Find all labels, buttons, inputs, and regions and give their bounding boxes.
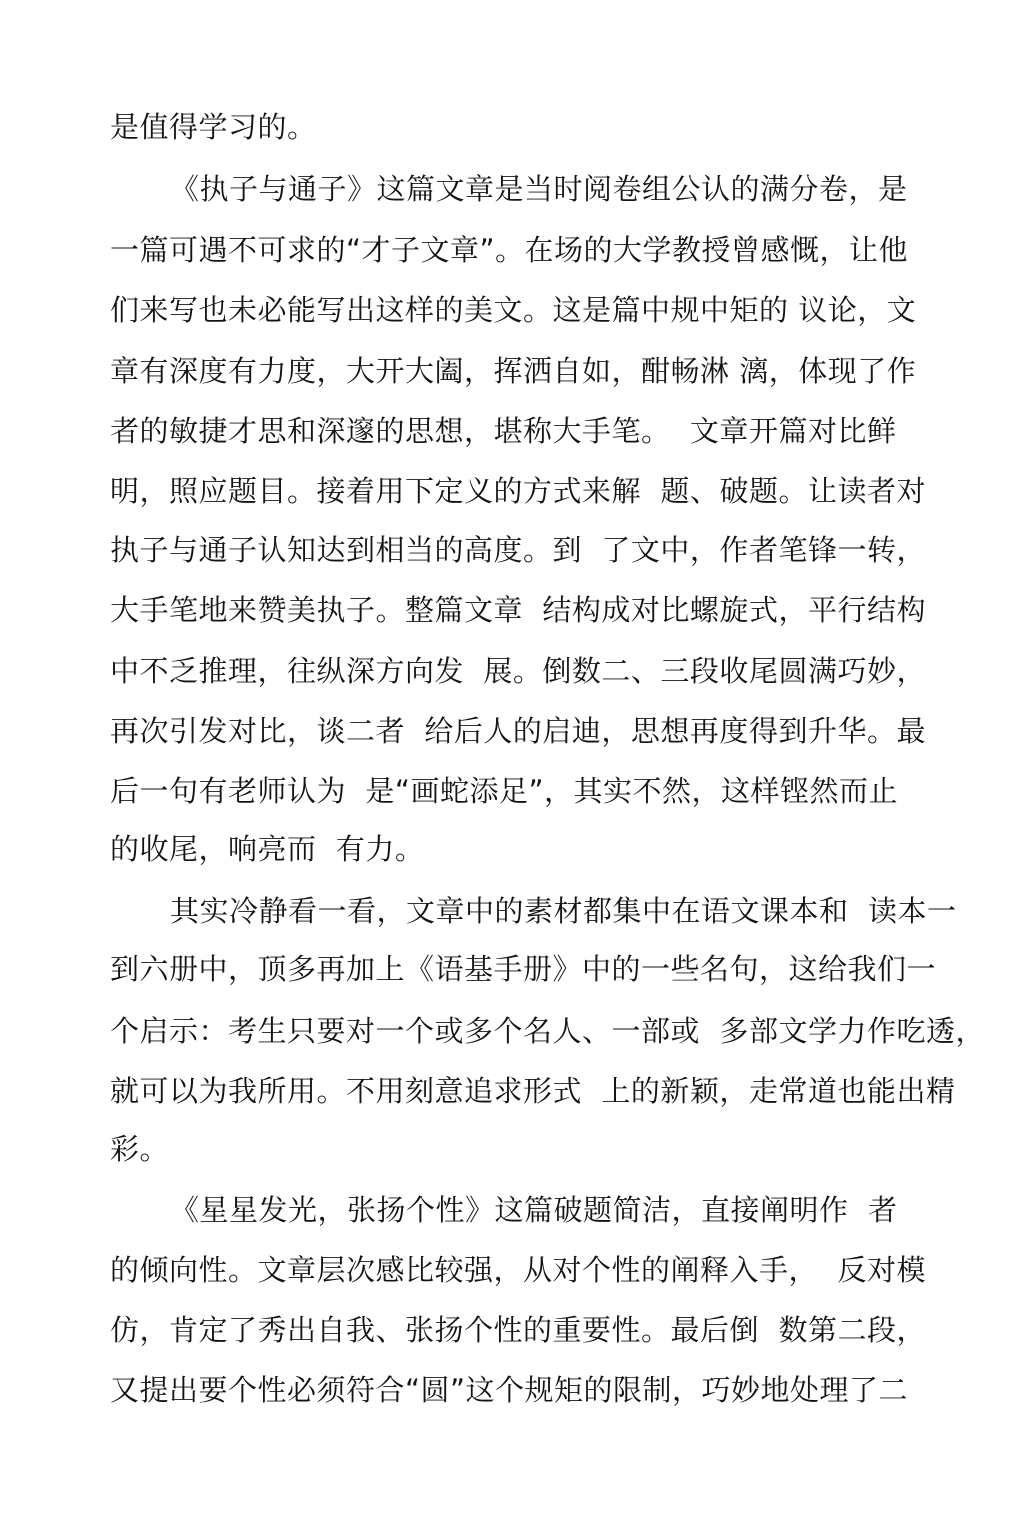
text-line: 大手笔地来赞美执子。整篇文章 结构成对比螺旋式，平行结构 [110,593,926,627]
text-line: 再次引发对比，谈二者 给后人的启迪，思想再度得到升华。最 [110,714,926,748]
text-line: 章有深度有力度，大开大阖，挥洒自如，酣畅淋 漓，体现了作 [110,354,917,388]
paragraph-start-line: 《执子与通子》这篇文章是当时阅卷组公认的满分卷，是 [170,172,908,206]
text-line: 明，照应题目。接着用下定义的方式来解 题、破题。让读者对 [110,474,926,508]
text-line: 是值得学习的。 [110,110,317,144]
text-line: 个启示：考生只要对一个或多个名人、一部或 多部文学力作吃透， [110,1014,985,1048]
text-line: 的收尾，响亮而 有力。 [110,832,425,866]
text-line: 就可以为我所用。不用刻意追求形式 上的新颖，走常道也能出精 [110,1074,956,1108]
text-line: 又提出要个性必须符合“圆”这个规矩的限制，巧妙地处理了二 [110,1373,909,1407]
text-line: 后一句有老师认为 是“画蛇添足”，其实不然，这样铿然而止 [110,774,898,808]
text-line: 中不乏推理，往纵深方向发 展。倒数二、三段收尾圆满巧妙， [110,654,926,688]
text-line: 到六册中，顶多再加上《语基手册》中的一些名句，这给我们一 [110,952,937,986]
text-line: 仿，肯定了秀出自我、张扬个性的重要性。最后倒 数第二段， [110,1313,926,1347]
text-line: 执子与通子认知达到相当的高度。到 了文中，作者笔锋一转， [110,533,926,567]
text-line: 一篇可遇不可求的“才子文章”。在场的大学教授曾感慨，让他 [110,233,909,267]
paragraph-start-line: 《星星发光，张扬个性》这篇破题简洁，直接阐明作 者 [170,1193,898,1227]
text-line: 者的敏捷才思和深邃的思想，堪称大手笔。 文章开篇对比鲜 [110,414,897,448]
text-line: 的倾向性。文章层次感比较强，从对个性的阐释入手， 反对模 [110,1253,926,1287]
text-line: 彩。 [110,1132,170,1166]
paragraph-start-line: 其实冷静看一看，文章中的素材都集中在语文课本和 读本一 [170,894,957,928]
text-line: 们来写也未必能写出这样的美文。这是篇中规中矩的 议论，文 [110,293,917,327]
